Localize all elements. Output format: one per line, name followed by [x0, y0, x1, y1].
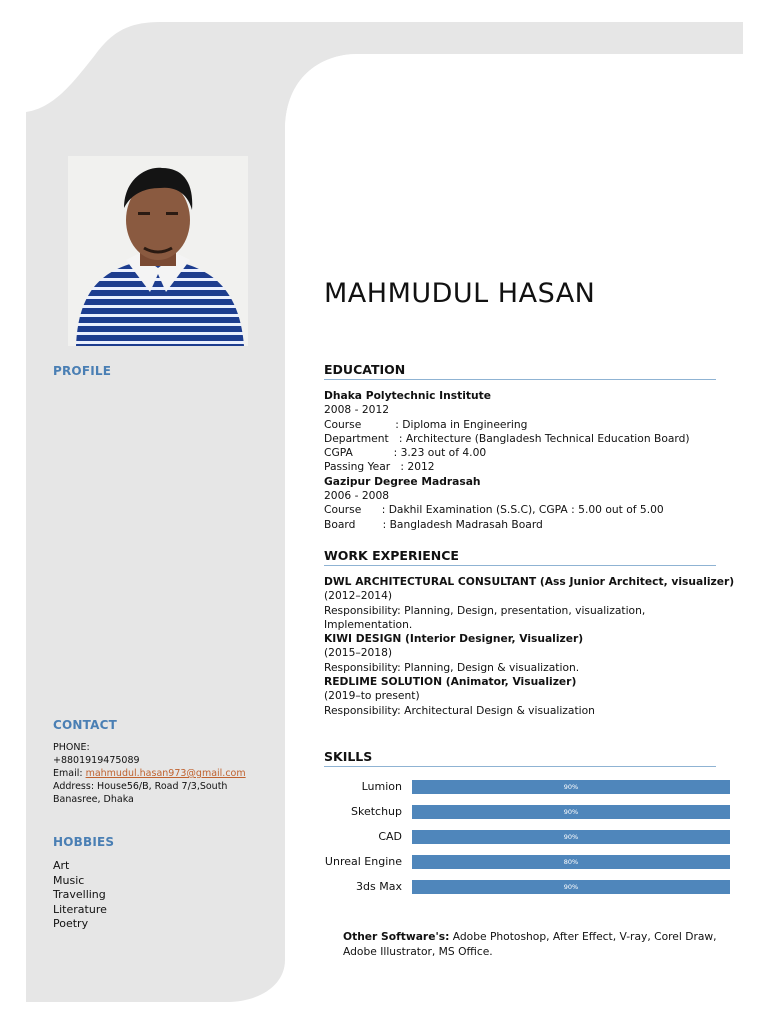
address-line-2: Banasree, Dhaka [53, 794, 134, 805]
skill-bar [412, 855, 730, 869]
hobbies-list [53, 859, 107, 932]
skill-bar [412, 805, 730, 819]
skill-bar-track [412, 830, 730, 844]
skill-row [320, 855, 732, 869]
skill-name: Sketchup [350, 805, 402, 818]
skill-percent: 80% [563, 858, 579, 866]
job-title: KIWI DESIGN (Interior Designer, Visualizer) [324, 632, 584, 646]
institution-years: 2008 - 2012 [324, 403, 390, 417]
hobby-item: Music [53, 873, 85, 887]
skill-name: Unreal Engine [324, 855, 402, 868]
profile-heading: PROFILE [53, 364, 112, 378]
job-title: DWL ARCHITECTURAL CONSULTANT (Ass Junior Architect, visualizer) [324, 575, 735, 588]
institution-years: 2006 - 2008 [324, 489, 390, 503]
job-years: (2015–2018) [324, 646, 393, 660]
job-responsibility: Responsibility: Planning, Design & visualization. [324, 660, 580, 674]
skill-bar-track [412, 855, 730, 869]
skill-percent: 90% [563, 883, 579, 891]
hobby-item: Literature [53, 902, 107, 916]
education-block [324, 389, 724, 532]
candidate-name: MAHMUDUL HASAN [324, 278, 596, 309]
other-software-text: Adobe Photoshop, After Effect, V-ray, Corel Draw, Adobe Illustrator, MS Office. [343, 930, 717, 958]
profile-photo [68, 156, 248, 346]
job-title: REDLIME SOLUTION (Animator, Visualizer) [324, 675, 577, 689]
job-responsibility: Responsibility: Architectural Design & visualization [324, 703, 595, 717]
skill-name: 3ds Max [356, 880, 402, 893]
skill-row [320, 880, 732, 894]
skill-bar-track [412, 805, 730, 819]
course-row: Course : Diploma in Engineering [324, 417, 528, 431]
skill-name: Lumion [361, 780, 402, 793]
content-panel-shape [285, 54, 768, 1024]
skill-row [320, 780, 732, 794]
skill-row [320, 830, 732, 844]
job-responsibility-cont: Implementation. [324, 617, 413, 631]
other-software-label: Other Software's: [343, 930, 450, 943]
passing-year-row: Passing Year : 2012 [324, 460, 435, 474]
contact-heading: CONTACT [53, 718, 117, 732]
skill-row [320, 805, 732, 819]
email-row [53, 767, 246, 780]
skill-bar-track [412, 780, 730, 794]
address-line-1: Address: House56/B, Road 7/3,South [53, 781, 228, 792]
job-years: (2012–2014) [324, 589, 393, 603]
skill-name: CAD [378, 830, 402, 843]
job-years: (2019–to present) [324, 689, 420, 703]
skill-percent: 90% [563, 783, 579, 791]
skill-bar [412, 780, 730, 794]
other-software [343, 930, 733, 959]
work-experience-heading: WORK EXPERIENCE [324, 548, 716, 566]
email-label: Email: [53, 768, 86, 779]
education-heading: EDUCATION [324, 362, 716, 380]
job-responsibility: Responsibility: Planning, Design, presentation, visualization, [324, 603, 646, 617]
hobbies-heading: HOBBIES [53, 835, 115, 849]
course-row: Course : Dakhil Examination (S.S.C), CGPA : 5.00 out of 5.00 [324, 503, 664, 517]
institution-name: Gazipur Degree Madrasah [324, 474, 481, 488]
phone-number: +8801919475089 [53, 755, 140, 766]
phone-label: PHONE: [53, 742, 90, 753]
work-block [324, 575, 735, 718]
board-row: Board : Bangladesh Madrasah Board [324, 517, 543, 531]
skill-bar [412, 880, 730, 894]
skill-percent: 90% [563, 808, 579, 816]
hobby-item: Poetry [53, 917, 89, 930]
skills-heading: SKILLS [324, 749, 716, 767]
department-row: Department : Architecture (Bangladesh Technical Education Board) [324, 431, 690, 445]
hobby-item: Travelling [53, 888, 106, 901]
contact-block [53, 741, 246, 806]
skill-percent: 90% [563, 833, 579, 841]
skill-bar [412, 830, 730, 844]
skill-bar-track [412, 880, 730, 894]
cgpa-row: CGPA : 3.23 out of 4.00 [324, 446, 487, 460]
email-link[interactable]: mahmudul.hasan973@gmail.com [85, 768, 246, 779]
institution-name: Dhaka Polytechnic Institute [324, 389, 491, 402]
hobby-item: Art [53, 859, 70, 872]
